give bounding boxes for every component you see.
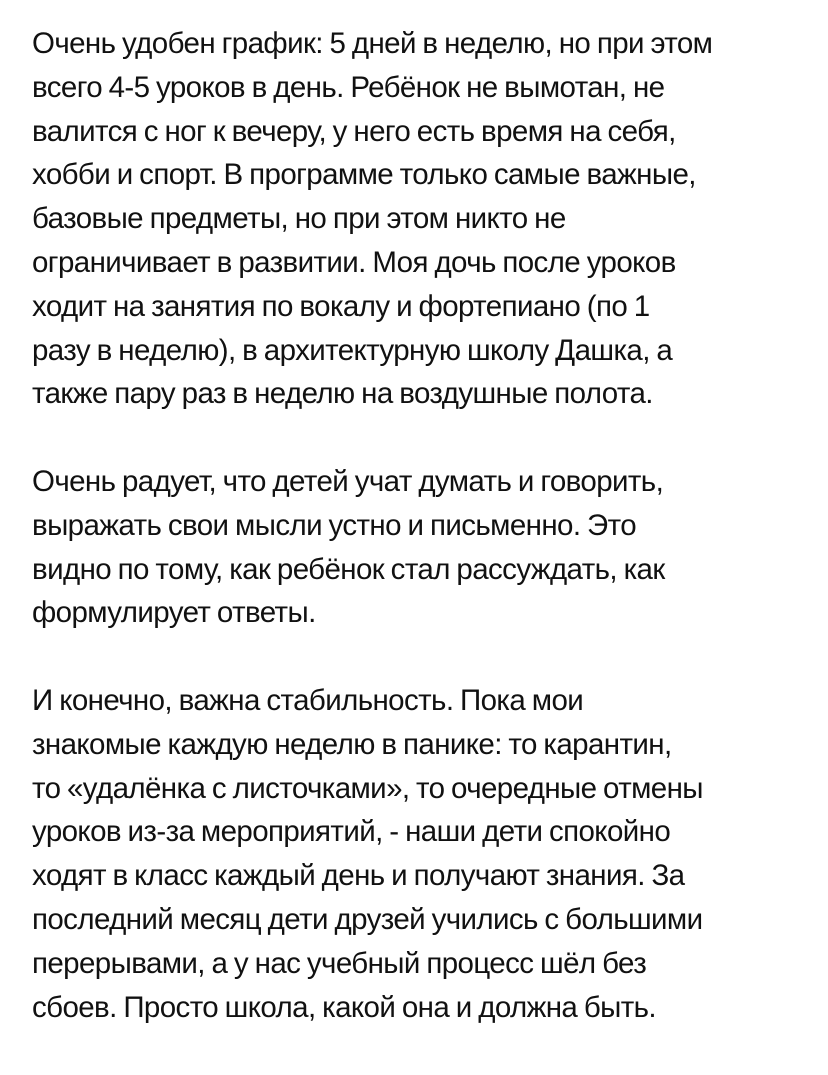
text-line: выражать свои мысли устно и письменно. Это <box>32 508 637 542</box>
paragraph-stability <box>32 679 804 1029</box>
text-line: формулирует ответы. <box>32 596 316 630</box>
text-line: И конечно, важна стабильность. Пока мои <box>32 683 584 717</box>
text-line: базовые предметы, но при этом никто не <box>32 202 566 236</box>
text-line: Очень удобен график: 5 дней в неделю, но при этом <box>32 27 713 60</box>
text-line: то «удалёнка с листочками», то очередные отмены <box>32 771 703 805</box>
text-line: валится с ног к вечеру, у него есть время на себя, <box>32 114 676 148</box>
text-line: сбоев. Просто школа, какой она и должна быть. <box>32 990 656 1024</box>
text-line: всего 4-5 уроков в день. Ребёнок не вымотан, не <box>32 70 665 104</box>
text-line: ходит на занятия по вокалу и фортепиано (по 1 <box>32 289 650 323</box>
text-line: знакомые каждую неделю в панике: то карантин, <box>32 727 672 761</box>
text-line: уроков из-за мероприятий, - наши дети спокойно <box>32 815 671 849</box>
text-line: также пару раз в неделю на воздушные полота. <box>32 377 653 411</box>
text-line: разу в неделю), в архитектурную школу Дашка, а <box>32 333 673 367</box>
paragraph-schedule <box>32 22 804 416</box>
text-line: видно по тому, как ребёнок стал рассуждать, как <box>32 552 665 586</box>
text-line: перерывами, а у нас учебный процесс шёл без <box>32 946 647 980</box>
paragraph-thinking <box>32 460 804 635</box>
text-line: ходят в класс каждый день и получают знания. За <box>32 859 685 893</box>
text-line: Очень радует, что детей учат думать и говорить, <box>32 464 664 498</box>
text-line: хобби и спорт. В программе только самые важные, <box>32 158 696 192</box>
text-line: последний месяц дети друзей учились с большими <box>32 902 703 936</box>
text-line: ограничивает в развитии. Моя дочь после уроков <box>32 245 676 279</box>
